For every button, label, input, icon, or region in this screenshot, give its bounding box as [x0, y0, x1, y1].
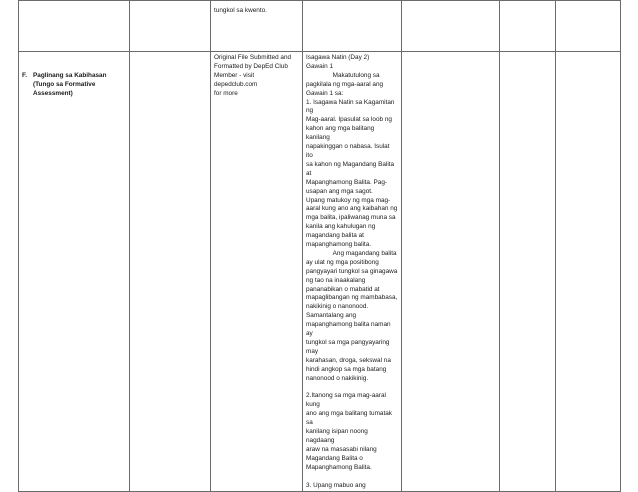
activity-text: Isagawa Natin (Day 2) Gawain 1 Makatutulong sa pagkilala ng mga-aaral ang Gawain 1 sa: 1. Isagawa Natin sa Kagamitan ng Mag-aaral. Ipasulat sa loob ng kahon ang mga balitang kanilang napakinggan o nabasa. Isulat ito sa kahon ng Magandang Balita at Mapanghamong Balita. Pag- usapan ang mga sagot. Upang matukoy ng mga mag- aaral kung ano ang kaibahan ng mga balita, ipaliwanag muna sa kanila ang kahulugan ng magandang balita at mapanghamong balita. Ang magandang balita ay ulat ng mga positibong pangyayari tungkol sa ginagawa ng tao na inaakalang pananabikan o mabatid at mapaglibangan ng mambabasa, nakikinig o nanonood. Samantalang ang mapanghamong balita naman ay tungkol sa mga pangyayaring may karahasan, droga, sekswal na hindi angkop sa mga batang nanonood o nakikinig. 2.Itanong sa mga mag-aaral kung ano ang mga balitang tumatak sa kanilang isipan noong nagdaang araw na masasabi nilang Magandang Balita o Mapanghamong Balita. 3. Upang mabuo ang [306, 54, 398, 489]
cell-main-7 [556, 52, 621, 492]
cell-main-5 [402, 52, 500, 492]
table-row-section-f [19, 52, 621, 492]
section-letter: F. [22, 71, 27, 79]
cell-top-1 [19, 1, 130, 52]
section-title: Paglinang sa Kabihasan (Tungo sa Formative Assessment) [33, 71, 107, 97]
cell-main-6 [500, 52, 556, 492]
table-row-top [19, 1, 621, 52]
section-label-cell [19, 52, 130, 492]
lesson-plan-table [18, 0, 621, 492]
activity-cell [303, 52, 402, 492]
cell-top-3 [211, 1, 303, 52]
cell-top-5 [402, 1, 500, 52]
cell-top-6 [500, 1, 556, 52]
source-note-cell [211, 52, 303, 492]
cell-top-4 [303, 1, 402, 52]
top-row-text: tungkol sa kwento. [214, 7, 267, 14]
cell-main-2 [130, 52, 211, 492]
source-note: Original File Submitted and Formatted by DepEd Club Member - visit depedclub.com for more [214, 54, 292, 97]
cell-top-2 [130, 1, 211, 52]
cell-top-7 [556, 1, 621, 52]
